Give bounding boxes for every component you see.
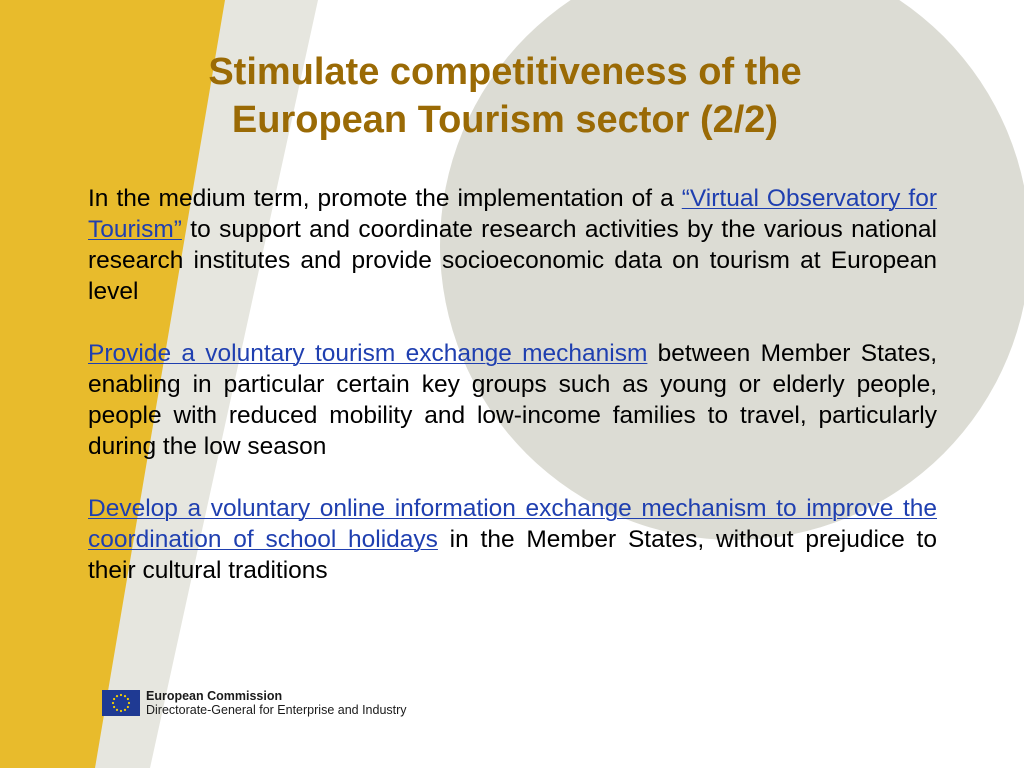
eu-flag-icon [102, 690, 140, 716]
paragraph-2-highlight: Provide a voluntary tourism exchange mechanism [88, 340, 648, 367]
paragraph-1-highlight: “Virtual Observatory for Tourism” [88, 185, 937, 243]
paragraph-school-holidays [88, 493, 937, 586]
paragraph-tourism-exchange [88, 338, 937, 462]
footer-text [146, 689, 407, 718]
title-line-2: European Tourism sector (2/2) [231, 99, 779, 141]
paragraph-virtual-observatory [88, 183, 937, 307]
department-name: Directorate-General for Enterprise and Industry [146, 702, 407, 717]
paragraph-2-text-after: between Member States, enabling in particular certain key groups such as young or elderly people, people with reduced mobility and low-income families to travel, particularly during the low season [88, 340, 937, 460]
footer-logo [102, 688, 407, 718]
paragraph-1-text-after: to support and coordinate research activities by the various national research institutes and provide socioeconomic data on tourism at European level [88, 216, 937, 305]
paragraph-3-text-after: in the Member States, without prejudice to their cultural traditions [88, 526, 937, 584]
organization-name: European Commission [146, 688, 283, 703]
title-line-1: Stimulate competitiveness of the [208, 51, 802, 93]
slide-title [100, 48, 910, 144]
paragraph-3-highlight: Develop a voluntary online information exchange mechanism to improve the coordination of school holidays [88, 495, 937, 553]
slide-body [88, 183, 937, 617]
paragraph-1-text: In the medium term, promote the implementation of a [88, 185, 682, 212]
